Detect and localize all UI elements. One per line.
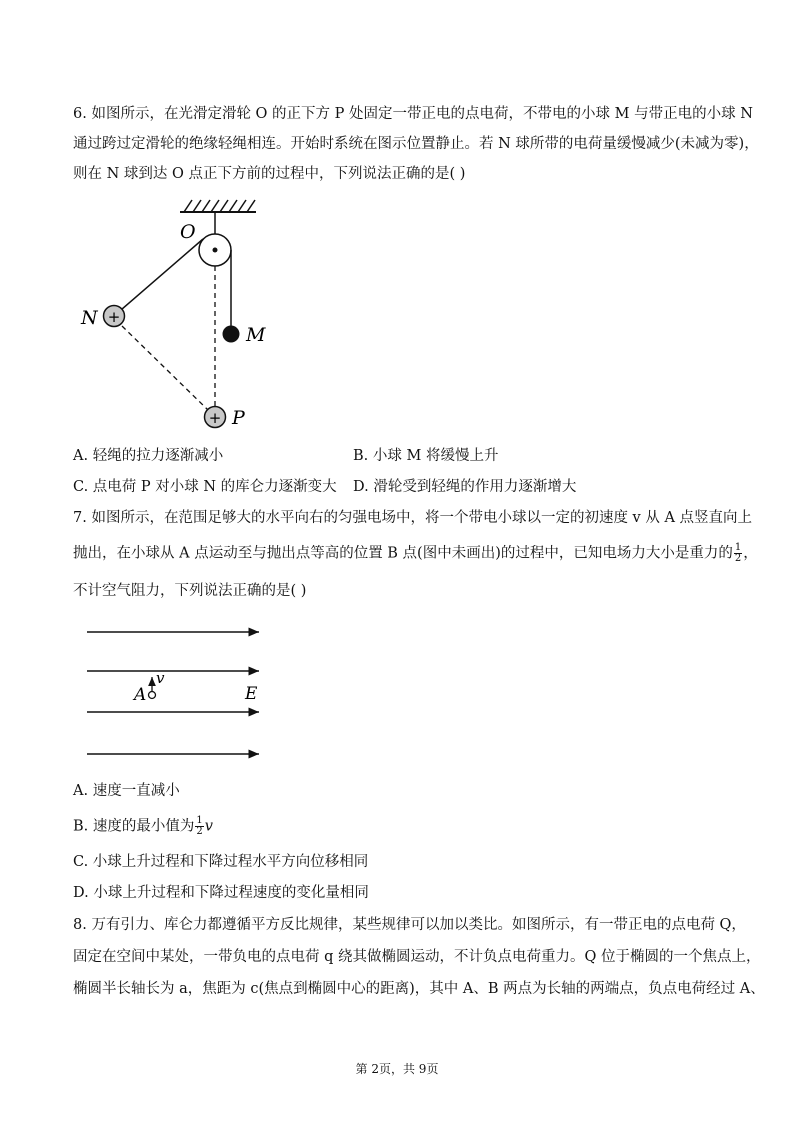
q6-option-d: D. 滑轮受到轻绳的作用力逐渐增大 — [353, 479, 577, 495]
q7-option-b — [73, 816, 213, 837]
q7-option-b-text: B. 速度的最小值为 — [73, 818, 195, 835]
label-M: M — [246, 324, 266, 346]
q6-line-1: 6. 如图所示，在光滑定滑轮 O 的正下方 P 处固定一带正电的点电荷，不带电的小球 M 与带正电的小球 N — [73, 106, 753, 122]
q7-option-b-v: v — [204, 818, 213, 835]
q7-option-a: A. 速度一直减小 — [73, 783, 180, 799]
q7-line-2-end: ， — [743, 545, 758, 562]
q7-option-b-fraction — [195, 816, 203, 837]
q6-line-3: 则在 N 球到达 O 点正下方前的过程中，下列说法正确的是( ) — [73, 166, 466, 182]
q6-option-b: B. 小球 M 将缓慢上升 — [353, 448, 499, 464]
q6-option-c: C. 点电荷 P 对小球 N 的库仑力逐渐变大 — [73, 479, 337, 495]
ball-A — [149, 692, 156, 699]
q7-line-2-text: 抛出，在小球从 A 点运动至与抛出点等高的位置 B 点(图中未画出)的过程中，已知电场力大小是重力的 — [73, 545, 733, 562]
q7-fraction-den: 2 — [734, 553, 742, 564]
q8-line-1: 8. 万有引力、库仑力都遵循平方反比规律，某些规律可以加以类比。如图所示，有一带正电的点电荷 Q， — [73, 917, 746, 933]
q7-fraction-num: 1 — [734, 542, 742, 553]
label-O: O — [180, 221, 196, 243]
label-E: E — [245, 684, 258, 704]
q6-line-2: 通过跨过定滑轮的绝缘轻绳相连。开始时系统在图示位置静止。若 N 球所带的电荷量缓慢减少(未减为零)， — [73, 136, 759, 152]
q6-option-a: A. 轻绳的拉力逐渐减小 — [73, 448, 224, 464]
q7-option-c: C. 小球上升过程和下降过程水平方向位移相同 — [73, 854, 369, 870]
charge-N: + — [107, 308, 121, 326]
charge-P: + — [208, 409, 222, 427]
q7-option-b-num: 1 — [196, 815, 203, 826]
q8-line-3: 椭圆半长轴长为 a，焦距为 c(焦点到椭圆中心的距离)，其中 A、B 两点为长轴的两端点，负点电荷经过 A、 — [73, 981, 765, 997]
label-v: v — [156, 669, 165, 687]
label-A: A — [134, 685, 147, 705]
q7-line-1: 7. 如图所示，在范围足够大的水平向右的匀强电场中，将一个带电小球以一定的初速度 v 从 A 点竖直向上 — [73, 510, 753, 526]
page-footer: 第 2页，共 9页 — [355, 1062, 439, 1076]
q7-option-d: D. 小球上升过程和下降过程速度的变化量相同 — [73, 885, 369, 901]
q8-line-2: 固定在空间中某处，一带负电的点电荷 q 绕其做椭圆运动，不计负点电荷重力。Q 位于椭圆的一个焦点上， — [73, 949, 761, 965]
q7-line-3: 不计空气阻力，下列说法正确的是( ) — [73, 583, 307, 599]
label-P: P — [232, 407, 245, 429]
label-N: N — [81, 307, 98, 329]
q7-option-b-den: 2 — [196, 826, 203, 837]
